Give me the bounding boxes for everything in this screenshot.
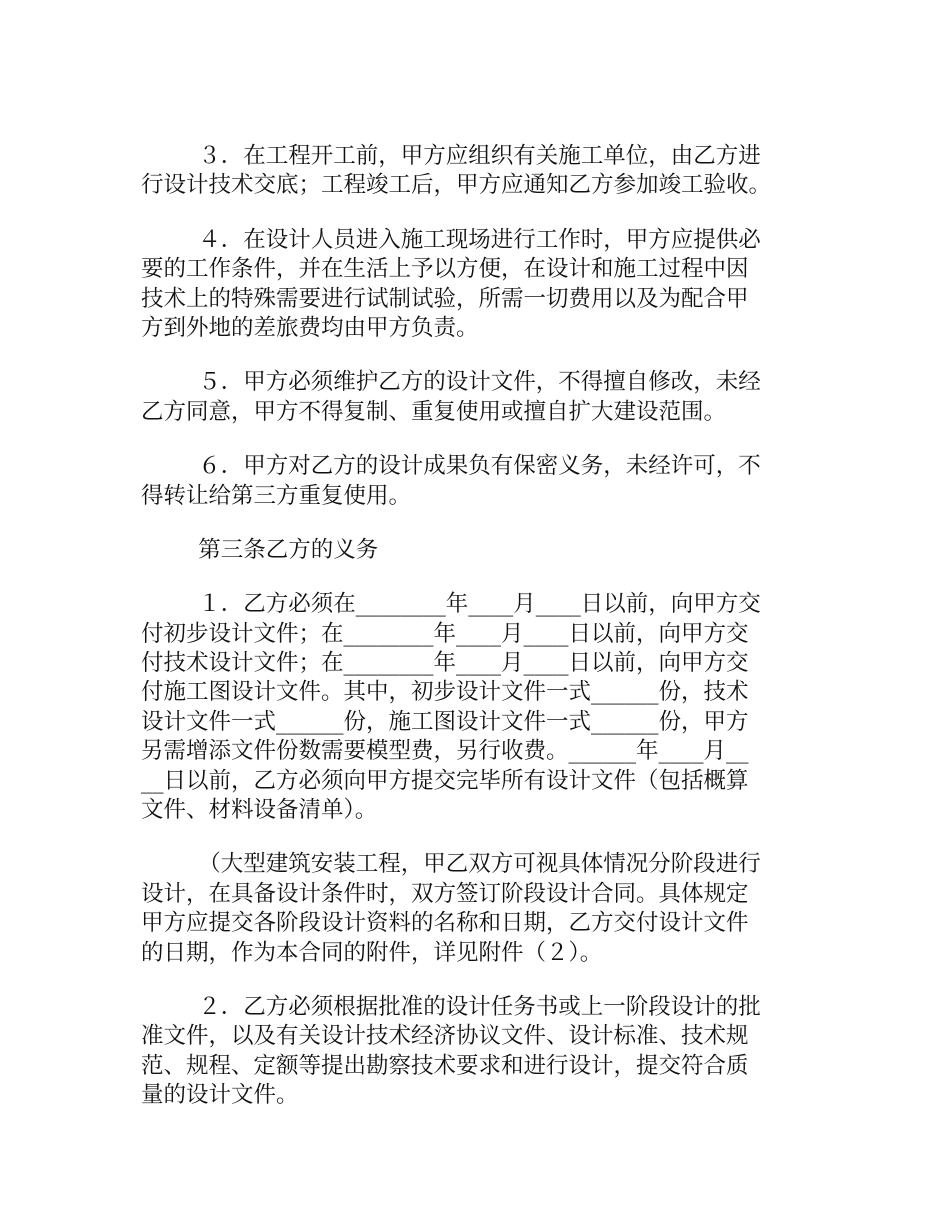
b-note-paragraph [141, 850, 821, 968]
paragraph-line: 方到外地的差旅费均由甲方负责。 [141, 314, 479, 341]
paragraph-line: 的日期，作为本合同的附件，详见附件（２）。 [141, 939, 603, 966]
paragraph-line: 范、规程、定额等提出勘察技术要求和进行设计，提交符合质 [141, 1052, 749, 1079]
paragraph-line: 准文件，以及有关设计技术经济协议文件、设计标准、技术规 [141, 1023, 749, 1050]
clause-4-paragraph [141, 226, 821, 344]
paragraph-line: 另需增添文件份数需要模型费，另行收费。______年____月__ [141, 738, 749, 765]
b-clause-1-paragraph [141, 590, 821, 825]
section-heading: 第三条乙方的义务 [141, 536, 379, 563]
paragraph-line: 乙方同意，甲方不得复制、重复使用或擅自扩大建设范围。 [141, 398, 727, 425]
paragraph-line: ３．在工程开工前，甲方应组织有关施工单位，由乙方进 [141, 143, 761, 169]
paragraph-line: 量的设计文件。 [141, 1082, 299, 1109]
document-body [141, 142, 821, 1136]
clause-6-paragraph [141, 452, 821, 511]
paragraph-line: ４．在设计人员进入施工现场进行工作时，甲方应提供必 [141, 226, 761, 253]
paragraph-line: ２．乙方必须根据批准的设计任务书或上一阶段设计的批 [141, 993, 761, 1020]
paragraph-line: __日以前，乙方必须向甲方提交完毕所有设计文件（包括概算 [141, 767, 749, 794]
paragraph-line: １．乙方必须在________年____月____日以前，向甲方交 [141, 591, 761, 618]
paragraph-line: ６．甲方对乙方的设计成果负有保密义务，未经许可，不 [141, 453, 761, 480]
paragraph-line: 得转让给第三方重复使用。 [141, 482, 412, 509]
clause-3-paragraph [141, 142, 821, 201]
paragraph-line: 技术上的特殊需要进行试制试验，所需一切费用以及为配合甲 [141, 285, 749, 312]
paragraph-line: 行设计技术交底；工程竣工后，甲方应通知乙方参加竣工验收。 [141, 172, 772, 199]
paragraph-line: 要的工作条件，并在生活上予以方便，在设计和施工过程中因 [141, 256, 749, 283]
paragraph-line: 甲方应提交各阶段设计资料的名称和日期，乙方交付设计文件 [141, 910, 749, 937]
paragraph-line: 付施工图设计文件。其中，初步设计文件一式______份，技术 [141, 679, 749, 706]
paragraph-line: 设计，在具备设计条件时，双方签订阶段设计合同。具体规定 [141, 880, 749, 907]
paragraph-line: 设计文件一式______份，施工图设计文件一式______份，甲方 [141, 708, 749, 735]
paragraph-line: （大型建筑安装工程，甲乙双方可视具体情况分阶段进行 [141, 851, 761, 878]
clause-5-paragraph [141, 368, 821, 427]
paragraph-line: 付初步设计文件；在________年____月____日以前，向甲方交 [141, 620, 749, 647]
b-clause-2-paragraph [141, 993, 821, 1111]
paragraph-line: ５．甲方必须维护乙方的设计文件，不得擅自修改，未经 [141, 369, 761, 396]
paragraph-line: 文件、材料设备清单）。 [141, 797, 378, 824]
paragraph-line: 付技术设计文件；在________年____月____日以前，向甲方交 [141, 650, 749, 677]
article-3-heading [141, 536, 821, 565]
